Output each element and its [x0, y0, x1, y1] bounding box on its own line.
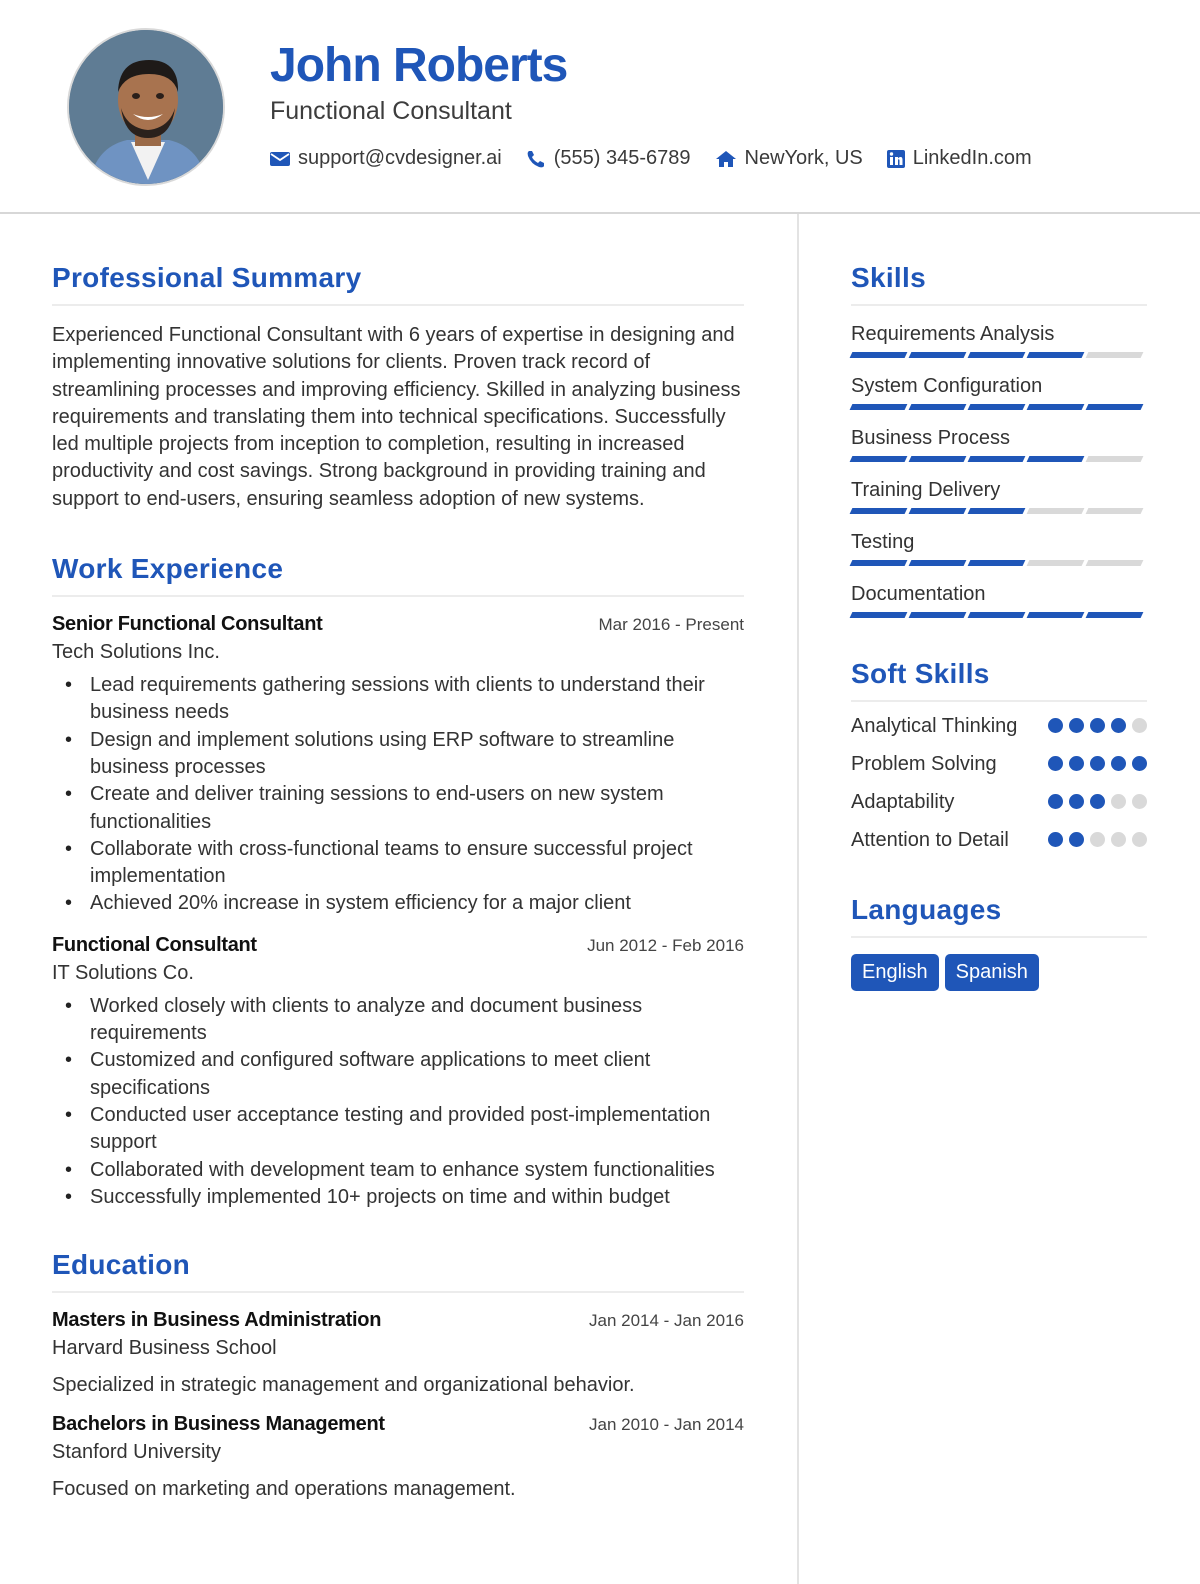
contact-phone-text: (555) 345-6789 [553, 147, 691, 169]
language-tag: English [851, 954, 939, 991]
rating-dot [1069, 718, 1084, 733]
degree-title: Masters in Business Administration [52, 1309, 382, 1332]
rating-dot [1090, 832, 1105, 847]
rating-dot [1132, 718, 1147, 733]
skills-section [851, 262, 1147, 618]
summary-section [52, 262, 744, 513]
skill-name: Training Delivery [851, 479, 1001, 501]
rating-dot [1069, 756, 1084, 771]
rating-dot [1111, 794, 1126, 809]
skill-level-segment [1027, 508, 1085, 514]
soft-skill-rating [1042, 832, 1147, 847]
linkedin-icon [887, 150, 905, 168]
skill-name: Documentation [851, 583, 986, 605]
job-date: Jun 2012 - Feb 2016 [587, 935, 744, 955]
skill-level-segment [850, 352, 908, 358]
skill-name: Requirements Analysis [851, 323, 1055, 345]
contact-email-text: support@cvdesigner.ai [298, 147, 502, 169]
skill-level-segment [909, 612, 967, 618]
contact-linkedin-text: LinkedIn.com [912, 147, 1032, 169]
rating-dot [1090, 756, 1105, 771]
soft-skill-rating [1042, 718, 1147, 733]
soft-skill-item [851, 826, 1147, 854]
soft-skill-name: Problem Solving [851, 753, 997, 775]
soft-skill-rating [1042, 794, 1147, 809]
experience-title: Work Experience [52, 553, 744, 597]
job-bullet: • Achieved 20% increase in system efficiency for a major client [52, 890, 744, 917]
soft-skills-title: Soft Skills [851, 658, 1147, 702]
job-entry [52, 934, 744, 1211]
rating-dot [1069, 832, 1084, 847]
skill-level-bar [851, 352, 1147, 358]
rating-dot [1132, 756, 1147, 771]
resume-header [0, 0, 1200, 214]
language-tag: Spanish [945, 954, 1039, 991]
skill-item [851, 322, 1147, 358]
contact-location [715, 147, 863, 170]
contact-phone[interactable] [526, 147, 691, 170]
rating-dot [1048, 756, 1063, 771]
soft-skill-name: Adaptability [851, 791, 955, 813]
job-bullet: • Collaborated with development team to enhance system functionalities [52, 1157, 744, 1184]
skill-level-segment [968, 612, 1026, 618]
skill-item [851, 478, 1147, 514]
skill-level-segment [968, 352, 1026, 358]
job-bullet: • Design and implement solutions using ERP software to streamline business processes [52, 727, 744, 782]
job-bullet: • Customized and configured software applications to meet client specifications [52, 1047, 744, 1102]
column-divider [797, 214, 799, 1584]
skill-level-segment [1027, 404, 1085, 410]
skill-level-segment [850, 560, 908, 566]
soft-skill-item [851, 712, 1147, 740]
job-entry [52, 613, 744, 918]
languages-section [851, 894, 1147, 991]
skill-level-segment [850, 508, 908, 514]
rating-dot [1111, 832, 1126, 847]
job-bullets [52, 993, 744, 1211]
skill-name: Business Process [851, 427, 1010, 449]
skill-level-segment [1086, 612, 1144, 618]
skill-item [851, 374, 1147, 410]
rating-dot [1090, 718, 1105, 733]
skill-level-segment [850, 612, 908, 618]
degree-title: Bachelors in Business Management [52, 1413, 385, 1436]
candidate-role: Functional Consultant [270, 97, 512, 125]
contact-linkedin[interactable] [887, 147, 1032, 170]
skill-level-segment [909, 508, 967, 514]
education-title: Education [52, 1249, 744, 1293]
rating-dot [1111, 718, 1126, 733]
soft-skill-item [851, 788, 1147, 816]
skill-level-segment [968, 404, 1026, 410]
rating-dot [1048, 832, 1063, 847]
skill-level-segment [909, 560, 967, 566]
skill-level-segment [968, 456, 1026, 462]
rating-dot [1069, 794, 1084, 809]
education-entry [52, 1413, 744, 1501]
skill-level-segment [1086, 508, 1144, 514]
skill-level-segment [968, 560, 1026, 566]
job-bullet: • Lead requirements gathering sessions with clients to understand their business needs [52, 672, 744, 727]
skill-level-segment [909, 352, 967, 358]
job-bullet: • Collaborate with cross-functional teams to ensure successful project implementation [52, 836, 744, 891]
job-date: Mar 2016 - Present [598, 615, 744, 635]
contact-location-text: NewYork, US [744, 147, 863, 169]
rating-dot [1048, 794, 1063, 809]
job-title: Senior Functional Consultant [52, 613, 323, 636]
skill-level-bar [851, 612, 1147, 618]
school-name: Stanford University [52, 1441, 221, 1464]
degree-date: Jan 2010 - Jan 2014 [588, 1415, 744, 1435]
skill-level-bar [851, 456, 1147, 462]
skill-level-segment [1086, 456, 1144, 462]
soft-skill-item [851, 750, 1147, 778]
job-bullet: • Conducted user acceptance testing and provided post-implementation support [52, 1102, 744, 1157]
skill-level-segment [1027, 560, 1085, 566]
skill-level-segment [1086, 404, 1144, 410]
phone-icon [526, 149, 546, 169]
skills-title: Skills [851, 262, 1147, 306]
skill-name: System Configuration [851, 375, 1043, 397]
education-entry [52, 1309, 744, 1397]
job-bullet: • Worked closely with clients to analyze and document business requirements [52, 993, 744, 1048]
rating-dot [1132, 832, 1147, 847]
soft-skills-section [851, 658, 1147, 854]
envelope-icon [270, 151, 290, 167]
home-icon [715, 150, 737, 168]
skill-item [851, 582, 1147, 618]
contact-email[interactable] [270, 147, 502, 170]
skill-level-segment [850, 404, 908, 410]
skills-list [851, 322, 1147, 618]
skill-level-segment [968, 508, 1026, 514]
contact-row [270, 147, 1056, 170]
job-company: Tech Solutions Inc. [52, 641, 220, 664]
skill-level-segment [1027, 352, 1085, 358]
skill-level-segment [909, 404, 967, 410]
degree-date: Jan 2014 - Jan 2016 [588, 1311, 744, 1331]
skill-level-segment [1027, 612, 1085, 618]
skill-level-segment [1086, 352, 1144, 358]
skill-item [851, 530, 1147, 566]
school-name: Harvard Business School [52, 1337, 277, 1360]
rating-dot [1132, 794, 1147, 809]
skill-level-segment [909, 456, 967, 462]
soft-skill-name: Analytical Thinking [851, 715, 1018, 737]
main-column [52, 262, 744, 1501]
skill-level-bar [851, 508, 1147, 514]
experience-section [52, 553, 744, 1211]
skill-level-bar [851, 404, 1147, 410]
skill-level-bar [851, 560, 1147, 566]
languages-title: Languages [851, 894, 1147, 938]
skill-item [851, 426, 1147, 462]
rating-dot [1090, 794, 1105, 809]
soft-skill-rating [1042, 756, 1147, 771]
profile-photo [67, 28, 225, 186]
soft-skills-list [851, 712, 1147, 854]
sidebar-column [851, 262, 1147, 991]
job-bullets [52, 672, 744, 918]
languages-list [851, 954, 1147, 991]
avatar-illustration [69, 30, 225, 186]
rating-dot [1111, 756, 1126, 771]
skill-level-segment [1086, 560, 1144, 566]
job-company: IT Solutions Co. [52, 961, 194, 984]
degree-description: Specialized in strategic management and organizational behavior. [52, 1374, 635, 1397]
summary-text: Experienced Functional Consultant with 6 years of expertise in designing and implementing innovative solutions for clients. Proven track record of streamlining processes and improving efficiency. Skilled in analyzing business requirements and translating them into technical specifications. Successfully led multiple projects from inception to completion, resulting in increased productivity and cost savings. Strong background in providing training and support to end-users, ensuring seamless adoption of new systems. [52, 324, 741, 510]
skill-level-segment [1027, 456, 1085, 462]
rating-dot [1048, 718, 1063, 733]
degree-description: Focused on marketing and operations management. [52, 1478, 516, 1501]
job-bullet: • Create and deliver training sessions to end-users on new system functionalities [52, 781, 744, 836]
job-bullet: • Successfully implemented 10+ projects on time and within budget [52, 1184, 744, 1211]
job-title: Functional Consultant [52, 933, 257, 956]
summary-title: Professional Summary [52, 262, 744, 306]
soft-skill-name: Attention to Detail [851, 829, 1009, 851]
candidate-name: John Roberts [270, 39, 568, 92]
skill-level-segment [850, 456, 908, 462]
education-section [52, 1249, 744, 1501]
skill-name: Testing [851, 531, 915, 553]
